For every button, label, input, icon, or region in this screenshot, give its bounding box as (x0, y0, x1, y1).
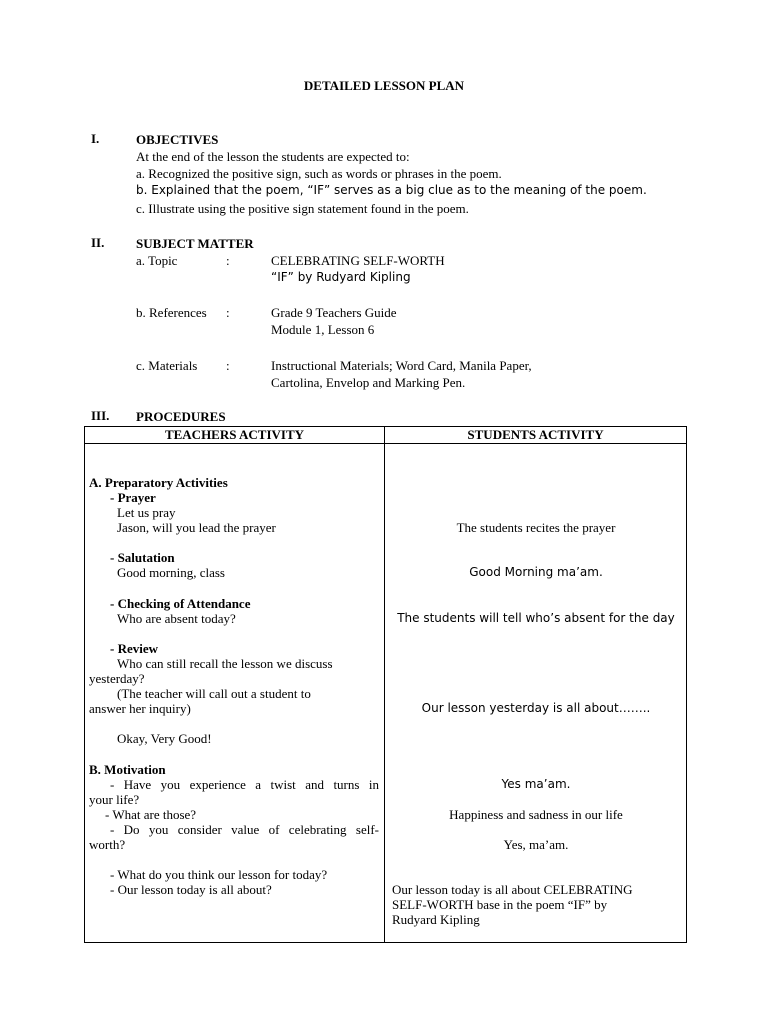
references-value-2: Module 1, Lesson 6 (271, 322, 375, 337)
motivation-line-5: - Our lesson today is all about? (110, 882, 272, 897)
references-label: b. References (136, 305, 207, 320)
topic-value-1: CELEBRATING SELF-WORTH (271, 253, 445, 268)
references-value-1: Grade 9 Teachers Guide (271, 305, 397, 320)
topic-value-2: “IF” by Rudyard Kipling (271, 270, 411, 284)
motivation-line-1a: - Have you experience a twist and turns in (110, 777, 379, 792)
procedures-table (84, 426, 687, 943)
review-line-4: answer her inquiry) (89, 701, 191, 716)
motivation-line-3a: - Do you consider value of celebrating self- (110, 822, 379, 837)
students-motivation-2: Happiness and sadness in our life (449, 807, 623, 822)
students-activity-header: STUDENTS ACTIVITY (385, 427, 687, 444)
procedures-number: III. (91, 408, 110, 423)
students-salutation: Good Morning ma’am. (469, 565, 603, 579)
objectives-heading: OBJECTIVES (136, 132, 219, 147)
motivation-line-1b: your life? (89, 792, 140, 807)
prayer-line-1: Let us pray (117, 505, 176, 520)
review-line-1: Who can still recall the lesson we discuss (117, 656, 333, 671)
students-review: Our lesson yesterday is all about…….. (421, 701, 651, 715)
salutation-line: Good morning, class (117, 565, 225, 580)
review-heading: - Review (110, 641, 159, 656)
students-prayer: The students recites the prayer (456, 520, 616, 535)
topic-separator: : (226, 253, 230, 268)
motivation-line-4: - What do you think our lesson for today? (110, 867, 328, 882)
materials-value-2: Cartolina, Envelop and Marking Pen. (271, 375, 466, 390)
objectives-intro: At the end of the lesson the students are expected to: (136, 149, 410, 164)
students-activity-cell (385, 444, 686, 942)
attendance-line: Who are absent today? (117, 611, 236, 626)
motivation-heading: B. Motivation (89, 762, 166, 777)
objectives-number: I. (91, 131, 100, 146)
subject-matter-heading: SUBJECT MATTER (136, 236, 254, 251)
students-attendance: The students will tell who’s absent for the day (397, 611, 675, 625)
students-answer-line-2: SELF-WORTH base in the poem “IF” by (392, 897, 608, 912)
materials-separator: : (226, 358, 230, 373)
preparatory-activities-heading: A. Preparatory Activities (89, 475, 228, 490)
objective-item-c: c. Illustrate using the positive sign statement found in the poem. (136, 201, 469, 216)
attendance-heading: - Checking of Attendance (110, 596, 251, 611)
teachers-activity-header: TEACHERS ACTIVITY (85, 427, 385, 444)
prayer-heading: - Prayer (110, 490, 156, 505)
procedures-heading: PROCEDURES (136, 409, 226, 424)
review-line-2: yesterday? (89, 671, 145, 686)
materials-label: c. Materials (136, 358, 198, 373)
objective-item-a: a. Recognized the positive sign, such as words or phrases in the poem. (136, 166, 502, 181)
document-title: DETAILED LESSON PLAN (303, 78, 465, 93)
review-line-3: (The teacher will call out a student to (117, 686, 311, 701)
prayer-line-2: Jason, will you lead the prayer (117, 520, 276, 535)
students-motivation-3: Yes, ma’am. (503, 837, 569, 852)
motivation-line-3b: worth? (89, 837, 126, 852)
salutation-heading: - Salutation (110, 550, 175, 565)
students-motivation-1: Yes ma’am. (501, 777, 571, 791)
references-separator: : (226, 305, 230, 320)
motivation-line-2: - What are those? (105, 807, 197, 822)
topic-label: a. Topic (136, 253, 178, 268)
materials-value-1: Instructional Materials; Word Card, Manila Paper, (271, 358, 532, 373)
objective-item-b: b. Explained that the poem, “IF” serves as a big clue as to the meaning of the poem. (136, 183, 647, 197)
students-answer-line-1: Our lesson today is all about CELEBRATING (392, 882, 633, 897)
students-answer-line-3: Rudyard Kipling (392, 912, 480, 927)
subject-matter-number: II. (91, 235, 105, 250)
review-line-5: Okay, Very Good! (117, 731, 212, 746)
teachers-activity-cell (85, 444, 384, 942)
